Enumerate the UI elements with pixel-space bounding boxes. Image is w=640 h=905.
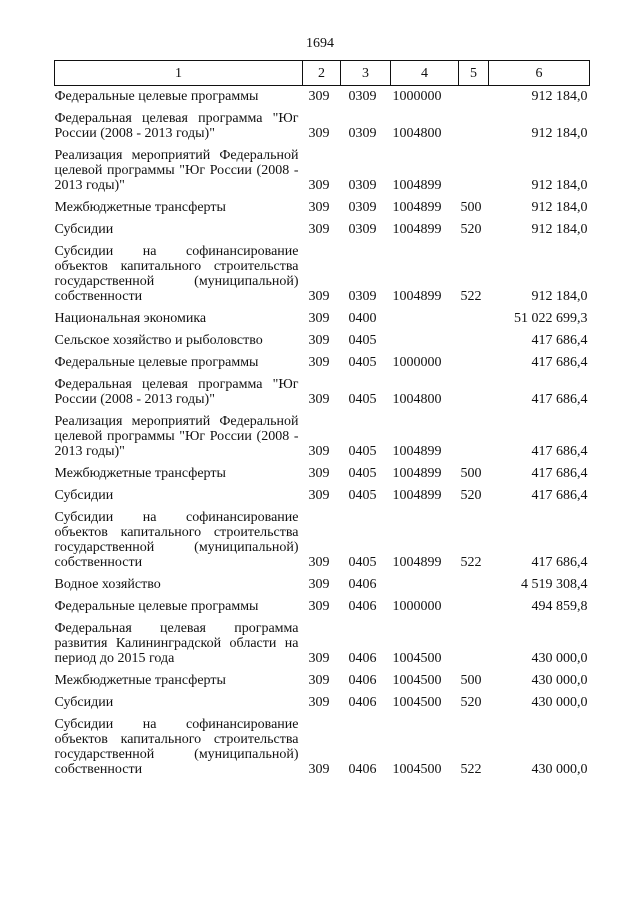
row-col3-cell: 0309 <box>348 126 377 141</box>
table-row <box>55 407 590 459</box>
column-header-3: 3 <box>341 61 391 86</box>
row-amount-cell: 912 184,0 <box>531 222 588 237</box>
row-col2-cell: 309 <box>308 651 330 666</box>
budget-table <box>54 60 590 777</box>
table-row <box>55 326 590 348</box>
table-row <box>55 503 590 570</box>
row-col2-cell: 309 <box>308 200 330 215</box>
row-col2-cell: 309 <box>308 466 330 481</box>
row-col3-cell: 0406 <box>348 695 377 710</box>
row-col4-cell: 1004800 <box>392 392 442 407</box>
row-amount-cell: 912 184,0 <box>531 89 588 104</box>
row-col3-cell: 0405 <box>348 488 377 503</box>
row-name-cell: Федеральная целевая программа развития Калининградской области на период до 2015 года <box>54 621 299 666</box>
row-col2-cell: 309 <box>308 488 330 503</box>
row-col2-cell: 309 <box>308 355 330 370</box>
row-col2-cell: 309 <box>308 695 330 710</box>
row-amount-cell: 494 859,8 <box>531 599 588 614</box>
table-row <box>55 666 590 688</box>
row-col3-cell: 0405 <box>348 333 377 348</box>
row-col3-cell: 0400 <box>348 311 377 326</box>
row-col4-cell <box>391 326 459 348</box>
row-col2-cell: 309 <box>308 577 330 592</box>
row-col3-cell: 0309 <box>348 89 377 104</box>
row-col5-cell <box>459 348 489 370</box>
table-row <box>55 570 590 592</box>
row-col4-cell: 1004500 <box>392 695 442 710</box>
row-name-cell: Субсидии <box>54 695 114 710</box>
row-amount-cell: 430 000,0 <box>531 651 588 666</box>
row-col4-cell: 1004899 <box>392 289 442 304</box>
row-col5-cell <box>459 141 489 193</box>
row-col5-cell: 500 <box>460 200 482 215</box>
row-amount-cell: 430 000,0 <box>531 695 588 710</box>
row-name-cell: Федеральная целевая программа "Юг России (2008 - 2013 годы)" <box>54 377 299 407</box>
row-amount-cell: 417 686,4 <box>531 333 588 348</box>
row-col3-cell: 0309 <box>348 178 377 193</box>
row-amount-cell: 51 022 699,3 <box>514 311 588 326</box>
row-col2-cell: 309 <box>308 673 330 688</box>
table-row <box>55 688 590 710</box>
row-name-cell: Федеральные целевые программы <box>54 89 259 104</box>
row-col3-cell: 0405 <box>348 392 377 407</box>
row-col4-cell: 1004899 <box>392 466 442 481</box>
row-col2-cell: 309 <box>308 392 330 407</box>
row-col3-cell: 0405 <box>348 555 377 570</box>
row-col4-cell: 1004899 <box>392 444 442 459</box>
row-amount-cell: 430 000,0 <box>531 673 588 688</box>
row-name-cell: Сельское хозяйство и рыболовство <box>54 333 263 348</box>
row-col4-cell: 1004500 <box>392 651 442 666</box>
row-amount-cell: 912 184,0 <box>531 200 588 215</box>
row-col3-cell: 0309 <box>348 200 377 215</box>
table-row <box>55 710 590 777</box>
table-row <box>55 86 590 105</box>
row-col3-cell: 0406 <box>348 651 377 666</box>
row-col4-cell: 1004899 <box>392 555 442 570</box>
row-col4-cell: 1004899 <box>392 222 442 237</box>
row-col5-cell: 520 <box>460 695 482 710</box>
row-name-cell: Реализация мероприятий Федеральной целевой программы "Юг России (2008 - 2013 годы)" <box>54 148 299 193</box>
row-col4-cell <box>391 304 459 326</box>
row-amount-cell: 417 686,4 <box>531 444 588 459</box>
row-col3-cell: 0406 <box>348 673 377 688</box>
table-row <box>55 237 590 304</box>
row-name-cell: Субсидии на софинансирование объектов капитального строительства государственной (муниципальной) собственности <box>54 244 299 304</box>
row-col5-cell: 520 <box>460 222 482 237</box>
row-col3-cell: 0309 <box>348 289 377 304</box>
row-col5-cell: 522 <box>460 555 482 570</box>
row-amount-cell: 912 184,0 <box>531 126 588 141</box>
row-col5-cell <box>459 570 489 592</box>
row-col5-cell: 522 <box>460 762 482 777</box>
row-amount-cell: 430 000,0 <box>531 762 588 777</box>
row-col5-cell <box>459 326 489 348</box>
row-col5-cell <box>459 614 489 666</box>
row-col4-cell: 1004899 <box>392 200 442 215</box>
row-name-cell: Субсидии <box>54 488 114 503</box>
row-col2-cell: 309 <box>308 444 330 459</box>
row-col2-cell: 309 <box>308 599 330 614</box>
row-name-cell: Межбюджетные трансферты <box>54 466 226 481</box>
row-col3-cell: 0405 <box>348 444 377 459</box>
table-row <box>55 215 590 237</box>
row-col5-cell: 500 <box>460 673 482 688</box>
row-name-cell: Субсидии на софинансирование объектов капитального строительства государственной (муниципальной) собственности <box>54 717 299 777</box>
table-row <box>55 592 590 614</box>
row-amount-cell: 417 686,4 <box>531 488 588 503</box>
row-name-cell: Федеральные целевые программы <box>54 355 259 370</box>
table-header <box>55 61 590 86</box>
table-body <box>55 86 590 778</box>
page-number: 1694 <box>306 36 334 51</box>
column-header-6: 6 <box>489 61 590 86</box>
table-row <box>55 348 590 370</box>
row-col3-cell: 0405 <box>348 466 377 481</box>
row-col5-cell <box>459 407 489 459</box>
row-name-cell: Национальная экономика <box>54 311 207 326</box>
row-col4-cell <box>391 570 459 592</box>
row-col2-cell: 309 <box>308 311 330 326</box>
row-col3-cell: 0309 <box>348 222 377 237</box>
row-col5-cell <box>459 104 489 141</box>
row-col4-cell: 1004500 <box>392 762 442 777</box>
row-col2-cell: 309 <box>308 289 330 304</box>
row-col2-cell: 309 <box>308 126 330 141</box>
header-row <box>55 61 590 86</box>
column-header-1: 1 <box>55 61 303 86</box>
row-col4-cell: 1004899 <box>392 178 442 193</box>
column-header-5: 5 <box>459 61 489 86</box>
row-col5-cell: 520 <box>460 488 482 503</box>
table-row <box>55 459 590 481</box>
row-amount-cell: 417 686,4 <box>531 355 588 370</box>
table-row <box>55 193 590 215</box>
row-name-cell: Реализация мероприятий Федеральной целевой программы "Юг России (2008 - 2013 годы)" <box>54 414 299 459</box>
table-row <box>55 141 590 193</box>
row-amount-cell: 912 184,0 <box>531 289 588 304</box>
row-col4-cell: 1004899 <box>392 488 442 503</box>
row-col2-cell: 309 <box>308 222 330 237</box>
row-name-cell: Водное хозяйство <box>54 577 161 592</box>
row-col3-cell: 0405 <box>348 355 377 370</box>
row-col5-cell: 522 <box>460 289 482 304</box>
row-col5-cell <box>459 370 489 407</box>
row-name-cell: Субсидии <box>54 222 114 237</box>
row-col5-cell <box>459 592 489 614</box>
row-col5-cell: 500 <box>460 466 482 481</box>
column-header-4: 4 <box>391 61 459 86</box>
row-col2-cell: 309 <box>308 555 330 570</box>
row-name-cell: Межбюджетные трансферты <box>54 200 226 215</box>
row-name-cell: Межбюджетные трансферты <box>54 673 226 688</box>
table-row <box>55 104 590 141</box>
row-amount-cell: 4 519 308,4 <box>521 577 588 592</box>
table-row <box>55 304 590 326</box>
row-col4-cell: 1004500 <box>392 673 442 688</box>
table-row <box>55 370 590 407</box>
row-col4-cell: 1000000 <box>392 599 442 614</box>
row-col4-cell: 1000000 <box>392 89 442 104</box>
table-row <box>55 614 590 666</box>
row-col4-cell: 1004800 <box>392 126 442 141</box>
column-header-2: 2 <box>303 61 341 86</box>
row-amount-cell: 417 686,4 <box>531 555 588 570</box>
row-amount-cell: 417 686,4 <box>531 466 588 481</box>
row-col5-cell <box>459 304 489 326</box>
row-col3-cell: 0406 <box>348 577 377 592</box>
row-name-cell: Федеральные целевые программы <box>54 599 259 614</box>
table-row <box>55 481 590 503</box>
row-amount-cell: 912 184,0 <box>531 178 588 193</box>
row-col2-cell: 309 <box>308 333 330 348</box>
row-name-cell: Федеральная целевая программа "Юг России (2008 - 2013 годы)" <box>54 111 299 141</box>
row-col3-cell: 0406 <box>348 762 377 777</box>
row-col5-cell <box>459 86 489 105</box>
row-col4-cell: 1000000 <box>392 355 442 370</box>
row-name-cell: Субсидии на софинансирование объектов капитального строительства государственной (муниципальной) собственности <box>54 510 299 570</box>
row-col2-cell: 309 <box>308 762 330 777</box>
row-amount-cell: 417 686,4 <box>531 392 588 407</box>
row-col3-cell: 0406 <box>348 599 377 614</box>
row-col2-cell: 309 <box>308 178 330 193</box>
row-col2-cell: 309 <box>308 89 330 104</box>
